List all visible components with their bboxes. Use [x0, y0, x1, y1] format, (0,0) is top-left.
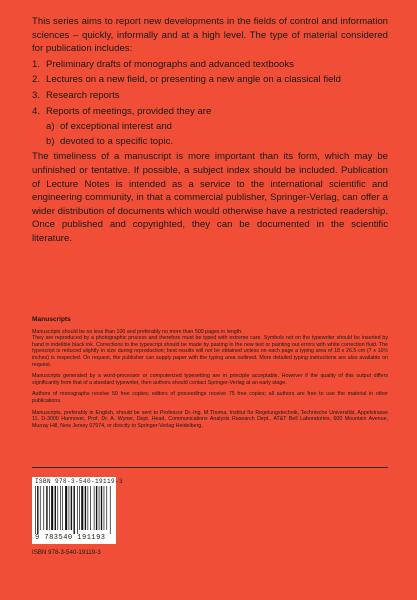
isbn-top-label: ISBN 978-3-540-19119-3 — [35, 478, 124, 485]
timeliness-paragraph: The timeliness of a manuscript is more important than its form, which may be unfinished or tentative. If possible, a subject index should be included. Publication of Lecture Notes is intended as a service to the international scientific and engineering community, in that a commercial publisher, Springer-Verlag, can offer a wider distribution of documents which would otherwise have a restricted readership. Once published and copyrighted, they can be documented in the scientific literature. — [32, 151, 388, 244]
intro-paragraph: This series aims to report new developments in the fields of control and information sciences – quickly, informally and at a high level. The type of material considered for publication includes: — [32, 16, 388, 55]
barcode-bar — [81, 486, 83, 530]
manuscripts-length: Manuscripts should be no less than 100 and preferably no more than 500 pages in length. — [32, 328, 243, 335]
list-item: 4. Reports of meetings, provided they are — [32, 105, 212, 117]
barcode-bars — [34, 486, 114, 534]
list-item: 1. Preliminary drafts of monographs and advanced textbooks — [32, 58, 294, 70]
barcode-bar — [65, 486, 67, 530]
barcode-bar — [46, 486, 47, 530]
barcode — [32, 477, 124, 544]
barcode-bar — [57, 486, 58, 530]
barcode-bar — [49, 486, 50, 530]
sub-list-item: b) devoted to a specific topic. — [46, 135, 174, 147]
barcode-bar — [104, 486, 105, 530]
barcode-bar — [71, 486, 72, 530]
manuscripts-section — [32, 317, 388, 434]
barcode-bar — [94, 486, 95, 530]
barcode-bar — [55, 486, 56, 530]
barcode-digits: 9 783540 191193 — [35, 534, 106, 542]
list-item: 2. Lectures on a new field, or presenting a new angle on a classical field — [32, 74, 341, 86]
barcode-bar — [99, 486, 100, 530]
sub-list-item: a) of exceptional interest and — [46, 121, 173, 133]
manuscripts-wordprocessor: Manuscripts generated by a word-processor or computerized typesetting are in principle acceptable. However if the quality of this output differs significantly from that of a standard typewriter, then authors should contact Springer-Verlag at an early stage. — [32, 373, 388, 386]
barcode-bar — [90, 486, 91, 530]
barcode-bar — [96, 486, 97, 530]
barcode-bar — [79, 486, 80, 530]
barcode-bar — [101, 486, 102, 530]
divider — [32, 467, 388, 468]
barcode-bar — [110, 486, 111, 534]
barcode-bar — [77, 486, 78, 534]
barcode-bar — [88, 486, 89, 530]
barcode-bar — [74, 486, 75, 534]
barcode-bar — [35, 486, 36, 534]
barcode-bar — [69, 486, 70, 530]
manuscripts-free-copies: Authors of monographs receive 50 free copies; editors of proceedings receive 75 free copies; all authors are free to use the material in other publications. — [32, 391, 388, 404]
barcode-bar — [62, 486, 63, 530]
manuscripts-address: Manuscripts, preferably in English, should be sent to Professor Dr.-Ing. M.Thoma, Institut für Regelungstechnik, Technische Universität, Appelstrasse 11, D-3000 Hannover, Prof. Dr. A. Wyner, Dept. Head, Communications Analysis Research Dept., AT&T Bell Laboratories, 600 Mountain Avenue, Murray Hill, New Jersey 07974, or directly to Springer-Verlag Heidelberg. — [32, 409, 388, 429]
isbn-label: ISBN 978-3-540-19119-3 — [32, 549, 101, 556]
list-item: 3. Research reports — [32, 89, 120, 101]
barcode-bar — [51, 486, 53, 530]
barcode-bar — [85, 486, 86, 530]
barcode-bar — [43, 486, 44, 530]
barcode-bar — [60, 486, 61, 530]
material-list — [32, 58, 388, 149]
barcode-bar — [40, 486, 41, 530]
series-description — [32, 15, 388, 246]
manuscripts-typing: They are reproduced by a photographic process and therefore must be typed with extreme care. Symbols not on the typewriter should be inserted by hand in indelible black ink. Corrections to the typescript should be made by pasting in the new text or painting out errors with white correction fluid. The typescript is reduced slightly in size during reproduction; best results will not be obtained unless on each page a typing area of 18 x 26.5 cm (7 x 10½ inches) is respected. On request, the publisher can supply paper with the typing area outlined. More detailed typing instructions are also available on request. — [32, 335, 388, 368]
barcode-bar — [37, 486, 38, 534]
manuscripts-heading: Manuscripts — [32, 316, 71, 323]
barcode-bar — [106, 486, 107, 530]
